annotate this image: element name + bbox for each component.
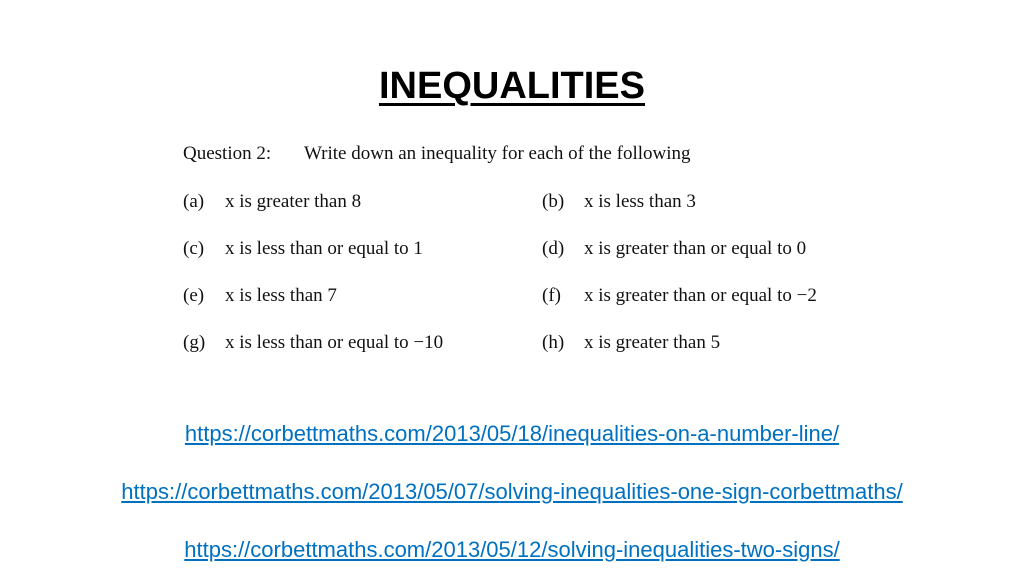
question-item-a — [183, 191, 361, 213]
item-label: (c) — [183, 238, 205, 259]
item-text: x is less than 7 — [225, 285, 337, 306]
question-item-f — [542, 285, 817, 307]
item-text: x is greater than 5 — [584, 332, 721, 353]
slide-title-text: INEQUALITIES — [378, 65, 646, 107]
link-solving-inequalities-one-sign[interactable]: https://corbettmaths.com/2013/05/07/solving-inequalities-one-sign-corbettmaths/ — [121, 479, 903, 504]
item-label: (h) — [542, 332, 565, 353]
item-label: (e) — [183, 285, 205, 306]
item-text: x is greater than or equal to −2 — [584, 285, 817, 306]
question-prompt: Write down an inequality for each of the following — [304, 143, 691, 164]
question-item-c — [183, 238, 423, 260]
question-number: Question 2: — [183, 143, 272, 164]
question-item-e — [183, 285, 337, 307]
link-solving-inequalities-two-signs[interactable]: https://corbettmaths.com/2013/05/12/solving-inequalities-two-signs/ — [184, 537, 840, 562]
question-item-g — [183, 332, 443, 354]
item-label: (b) — [542, 191, 565, 212]
question-item-h — [542, 332, 720, 354]
item-label: (a) — [183, 191, 205, 212]
slide-title — [0, 62, 1024, 110]
question-item-d — [542, 238, 806, 260]
item-label: (g) — [183, 332, 206, 353]
item-text: x is less than or equal to 1 — [225, 238, 423, 259]
item-text: x is greater than 8 — [225, 191, 362, 212]
question-heading — [183, 143, 691, 165]
item-label: (d) — [542, 238, 565, 259]
question-item-b — [542, 191, 696, 213]
item-label: (f) — [542, 285, 561, 306]
item-text: x is greater than or equal to 0 — [584, 238, 807, 259]
item-text: x is less than 3 — [584, 191, 696, 212]
item-text: x is less than or equal to −10 — [225, 332, 444, 353]
link-inequalities-number-line[interactable]: https://corbettmaths.com/2013/05/18/inequalities-on-a-number-line/ — [184, 421, 840, 446]
